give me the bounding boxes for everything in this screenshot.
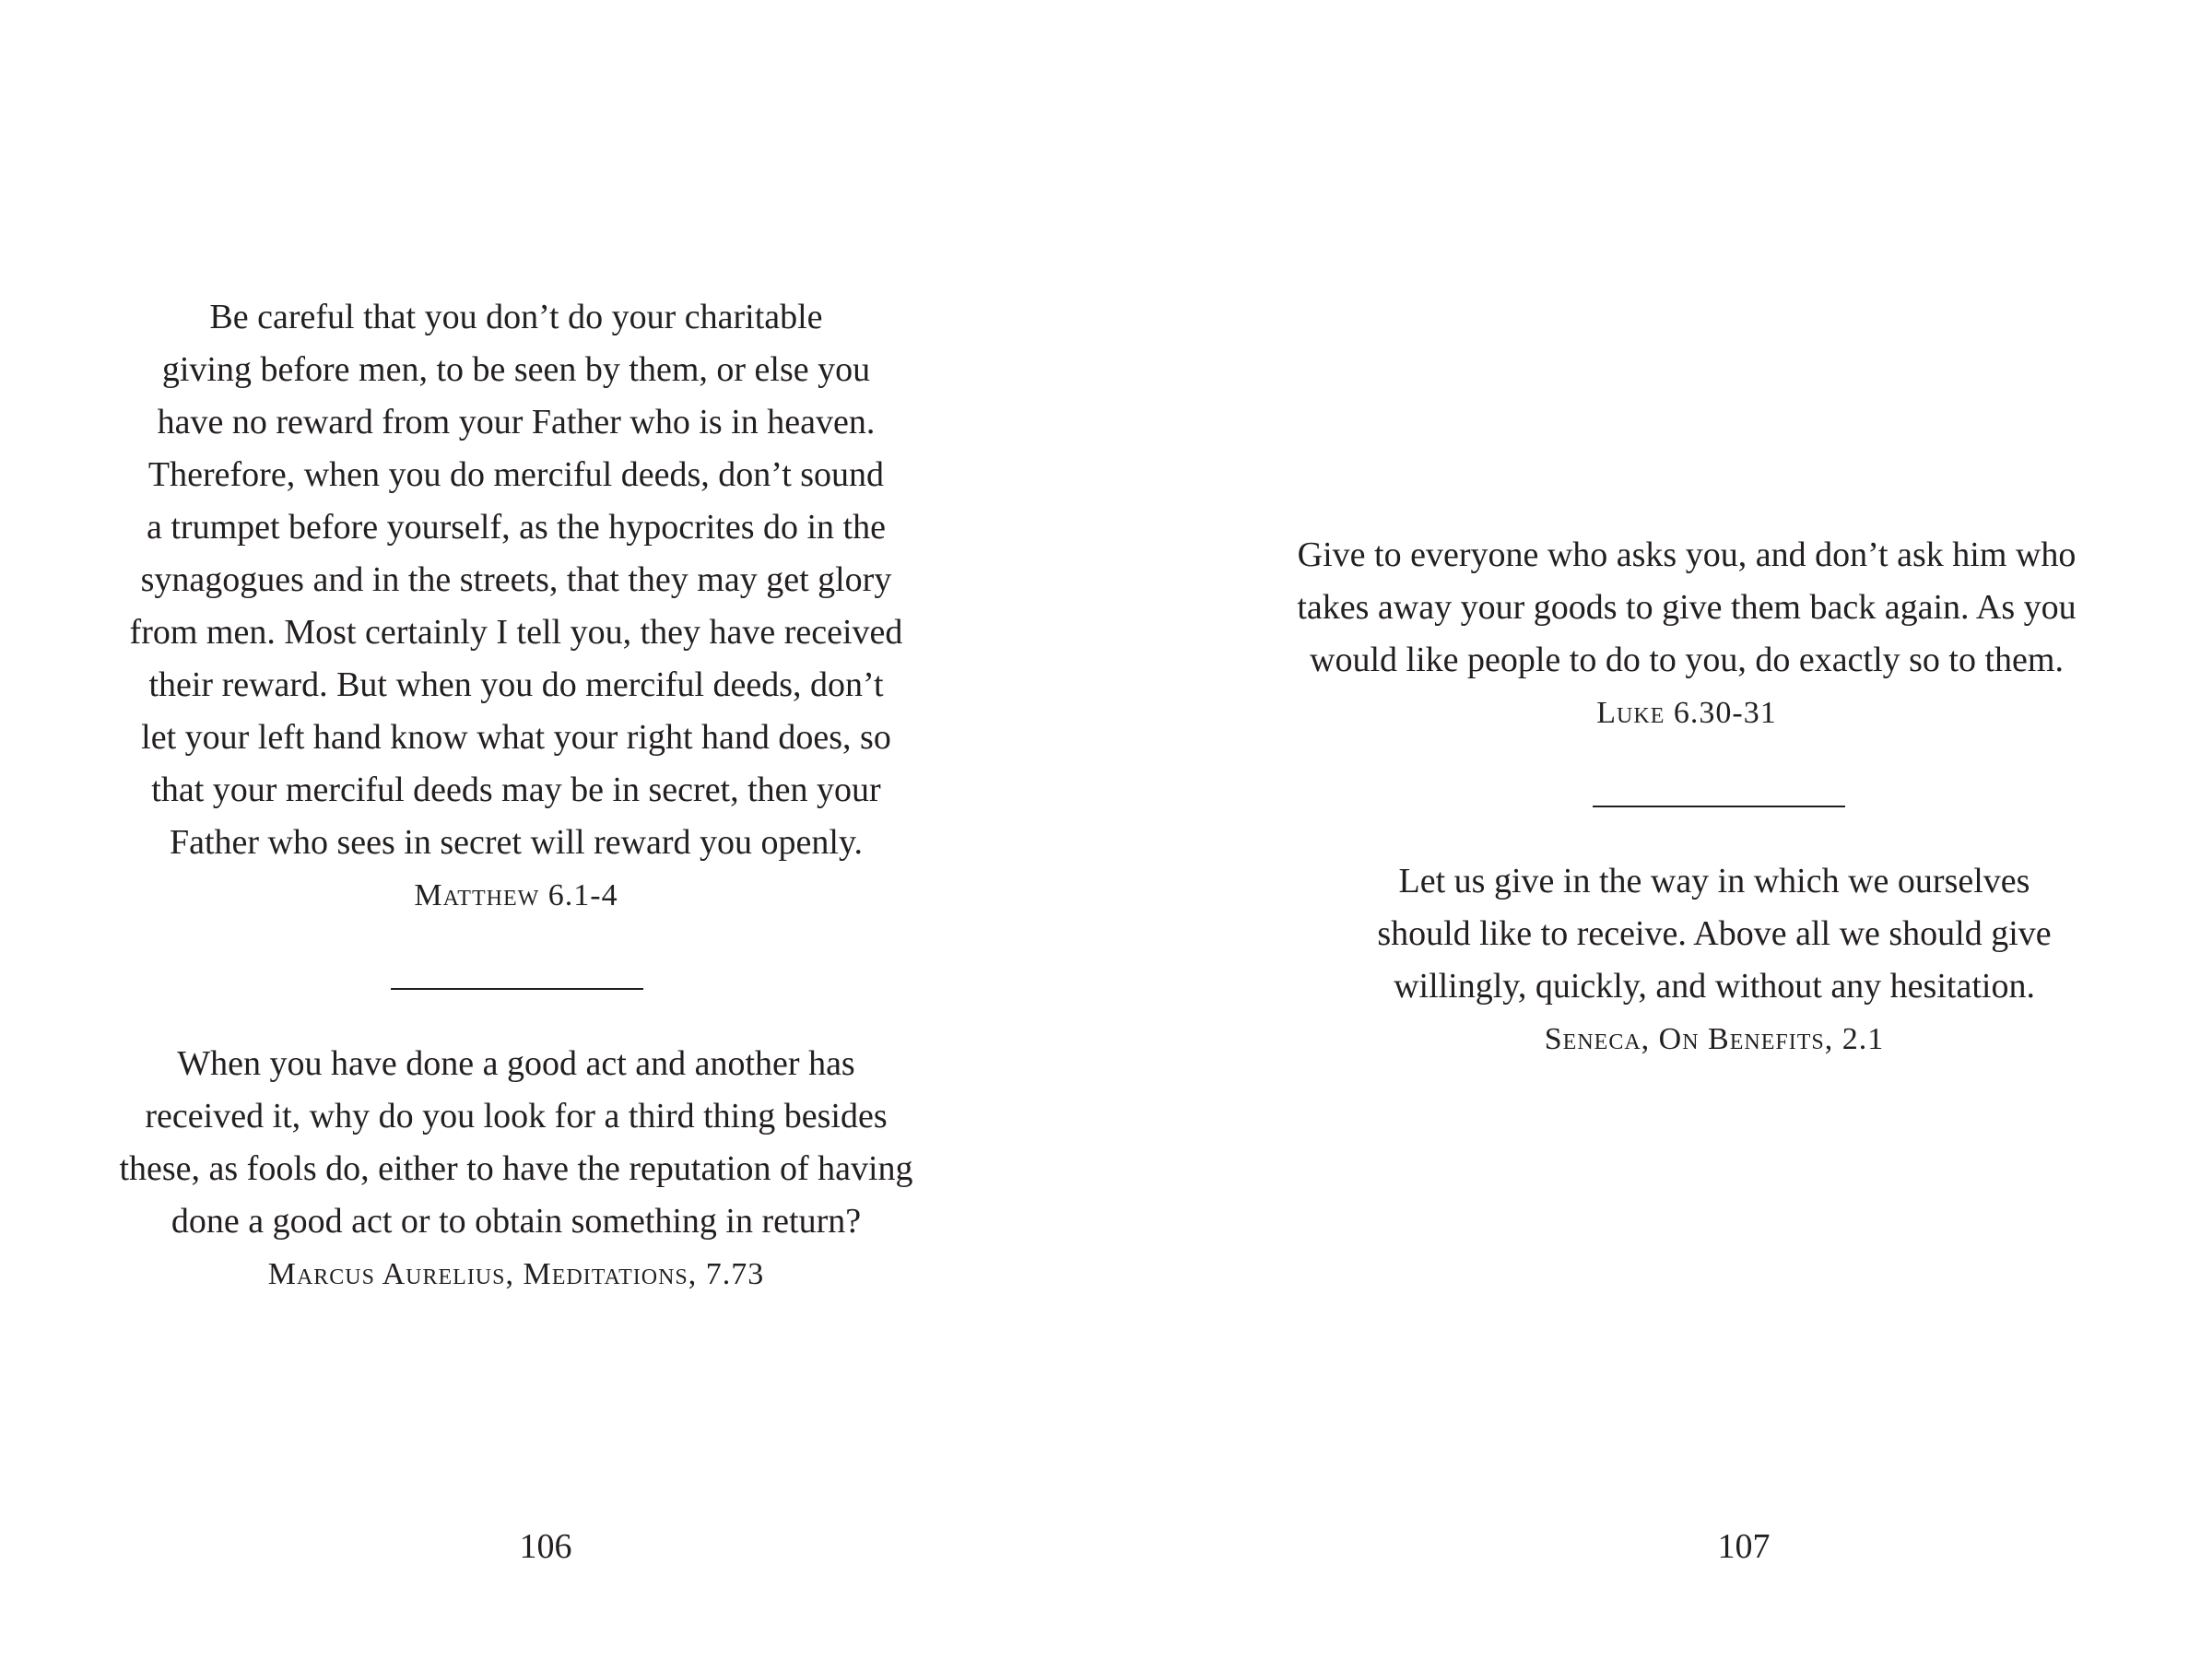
quote-line: should like to receive. Above all we should give [1377, 914, 2052, 953]
quote-line: a trumpet before yourself, as the hypocrites do in the [147, 508, 886, 547]
quote-line: that your merciful deeds may be in secret, then your [151, 771, 881, 809]
quote-line: from men. Most certainly I tell you, they have received [129, 613, 903, 652]
page-number: 107 [1717, 1527, 1771, 1566]
quote-line: Therefore, when you do merciful deeds, don’t sound [147, 455, 885, 494]
quote-line: synagogues and in the streets, that they may get glory [140, 560, 892, 599]
quote-line: Give to everyone who asks you, and don’t ask him who [1297, 535, 2077, 574]
quote-matthew [111, 291, 922, 913]
quote-line: willingly, quickly, and without any hesitation. [1394, 967, 2035, 1006]
page-number: 106 [519, 1527, 572, 1566]
quote-line: giving before men, to be seen by them, or else you [161, 350, 871, 389]
quote-citation: Seneca, On Benefits, 2.1 [1544, 1022, 1885, 1056]
quote-luke [1198, 529, 2175, 731]
right-page [1106, 0, 2212, 1659]
quote-citation: Marcus Aurelius, Meditations, 7.73 [267, 1257, 765, 1291]
quote-citation: Luke 6.30-31 [1596, 696, 1777, 730]
quote-citation: Matthew 6.1-4 [414, 878, 618, 912]
quote-line: their reward. But when you do merciful deeds, don’t [148, 665, 884, 704]
quote-line: takes away your goods to give them back again. As you [1297, 588, 2077, 627]
quote-line: these, as fools do, either to have the reputation of having [119, 1149, 913, 1188]
section-divider [1593, 806, 1845, 807]
quote-marcus-aurelius [92, 1038, 940, 1292]
quote-line: Let us give in the way in which we ourselves [1398, 862, 2030, 900]
quote-line: have no reward from your Father who is in heaven. [157, 403, 876, 441]
quote-line: Be careful that you don’t do your charitable [209, 298, 823, 336]
quote-line: let your left hand know what your right hand does, so [141, 718, 891, 757]
quote-line: done a good act or to obtain something in return? [171, 1202, 862, 1241]
quote-line: received it, why do you look for a third thing besides [145, 1097, 888, 1135]
quote-line: Father who sees in secret will reward you openly. [169, 823, 864, 862]
quote-line: When you have done a good act and another has [177, 1044, 855, 1083]
section-divider [391, 988, 643, 990]
quote-seneca [1253, 855, 2175, 1057]
quote-line: would like people to do to you, do exactly so to them. [1310, 641, 2064, 679]
